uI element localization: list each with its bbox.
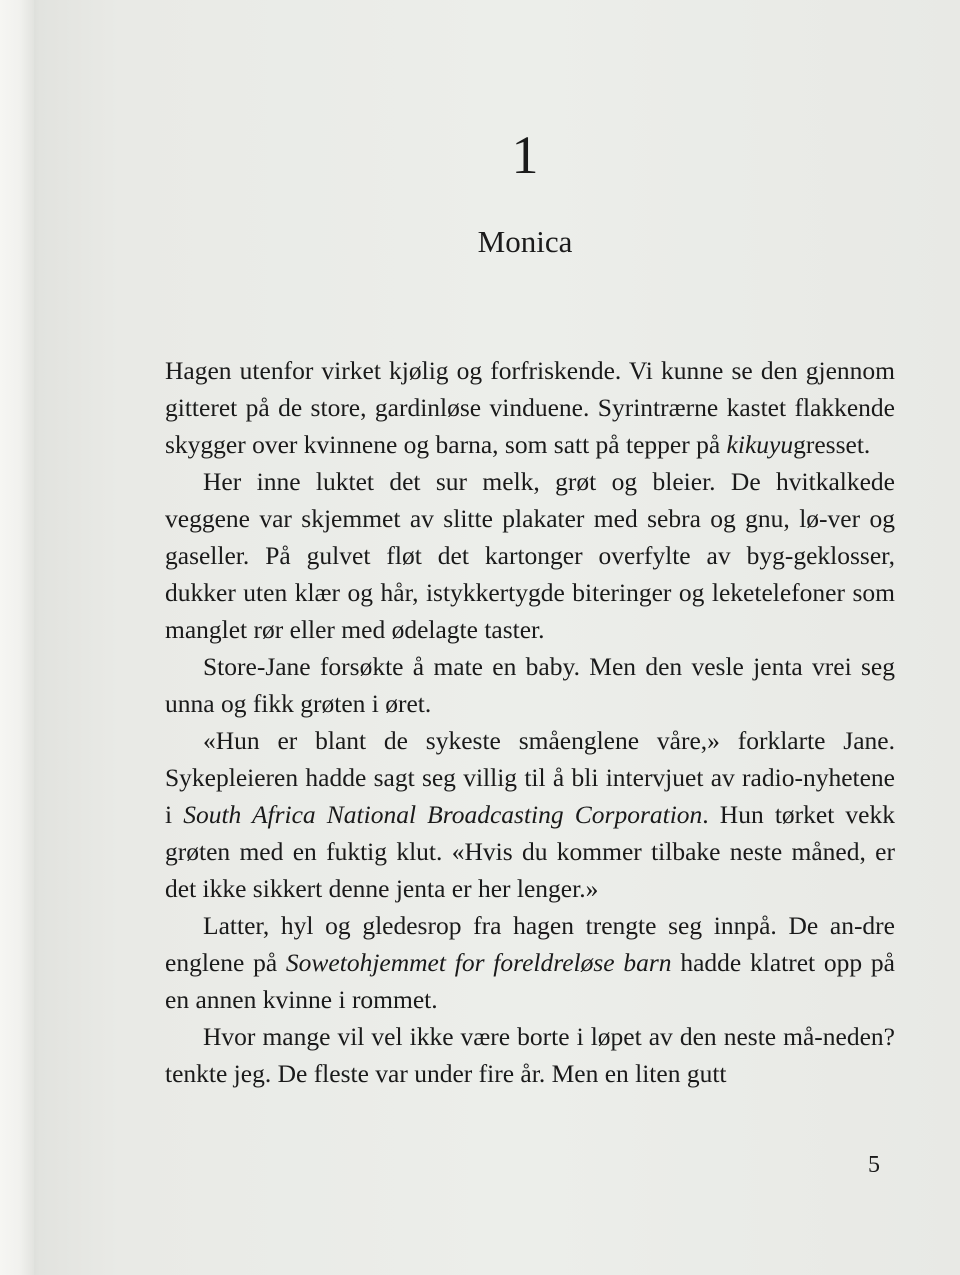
- paragraph-2: Her inne luktet det sur melk, grøt og bleier. De hvitkalkede veggene var skjemmet av slitte plakater med sebra og gnu, lø-ver og gaseller. På gulvet fløt det kartonger overfylte av byg-geklosser, dukker uten klær og hår, istykkertygde biteringer og leketelefoner som manglet rør eller med ødelagte taster.: [165, 467, 895, 644]
- paragraph-4: «Hun er blant de sykeste småenglene våre,» forklarte Jane. Sykepleieren hadde sagt seg villig til å bli intervjuet av radio-nyhetene i South Africa National Broadcasting Corporation. Hun tørket vekk grøten med en fuktig klut. «Hvis du kommer tilbake neste måned, er det ikke sikkert denne jenta er her lenger.»: [165, 726, 895, 903]
- paragraph-1: Hagen utenfor virket kjølig og forfriskende. Vi kunne se den gjennom gitteret på de store, gardinløse vinduene. Syrintrærne kastet flakkende skygger over kvinnene og barna, som satt på tepper på kikuyugresset.: [165, 356, 895, 459]
- paragraph-5: Latter, hyl og gledesrop fra hagen trengte seg innpå. De an-dre englene på Sowetohjemmet for foreldreløse barn hadde klatret opp på en annen kvinne i rommet.: [165, 911, 895, 1014]
- paragraph-6: Hvor mange vil vel ikke være borte i løpet av den neste må-neden? tenkte jeg. De fleste var under fire år. Men en liten gutt: [165, 1022, 895, 1088]
- page-gutter-edge: [0, 0, 34, 1275]
- page-number: 5: [868, 1152, 880, 1178]
- chapter-number: 1: [511, 125, 539, 185]
- chapter-body: [165, 352, 895, 1092]
- chapter-title: Monica: [477, 224, 573, 259]
- paragraph-3: Store-Jane forsøkte å mate en baby. Men den vesle jenta vrei seg unna og fikk grøten i øret.: [165, 652, 895, 718]
